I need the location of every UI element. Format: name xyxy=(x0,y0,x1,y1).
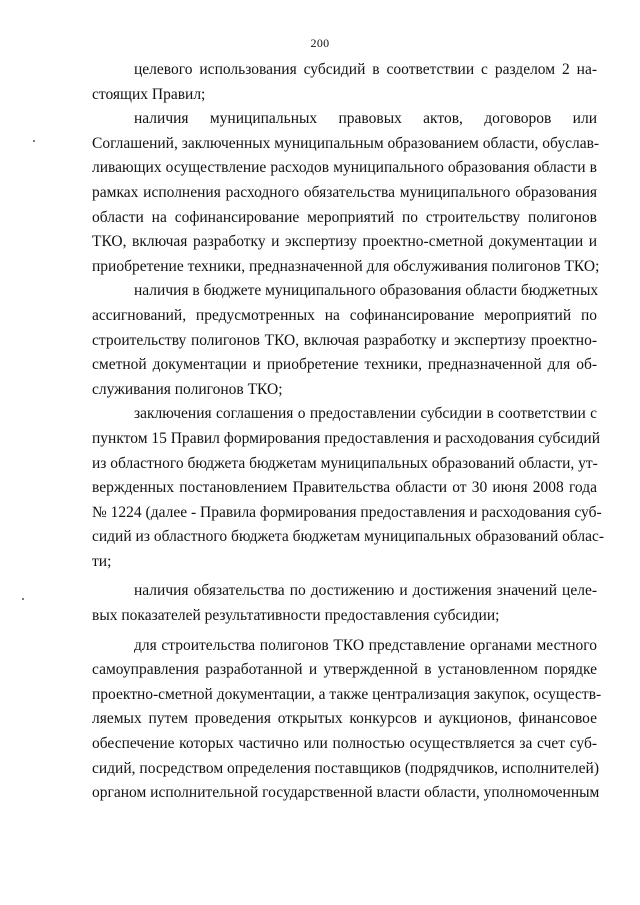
text-line: строительству полигонов ТКО, включая разработку и экспертизу проектно- xyxy=(92,331,597,349)
paragraph xyxy=(92,279,597,402)
text-line: области на софинансирование мероприятий по строительству полигонов xyxy=(92,208,597,226)
text-line: ляемых путем проведения открытых конкурсов и аукционов, финансовое xyxy=(92,710,597,728)
text-line: вержденных постановлением Правительства области от 30 июня 2008 года xyxy=(92,479,597,497)
text-line: рамках исполнения расходного обязательства муниципального образования xyxy=(92,183,597,201)
text-line: самоуправления разработанной и утвержденной в установленном порядке xyxy=(92,661,597,679)
text-line: пунктом 15 Правил формирования предоставления и расходования субсидий xyxy=(92,429,601,447)
text-line: проектно-сметной документации, а также централизация закупок, осуществ- xyxy=(92,685,602,703)
text-line: ливающих осуществление расходов муниципального образования области в xyxy=(92,159,597,177)
text-line: служивания полигонов ТКО; xyxy=(92,380,283,398)
text-line: сметной документации и приобретение техники, предназначенной для об- xyxy=(92,356,597,374)
text-line: органом исполнительной государственной власти области, уполномоченным xyxy=(92,784,600,802)
scan-speck xyxy=(22,598,24,600)
text-line: наличия муниципальных правовых актов, договоров или xyxy=(134,110,597,128)
text-line: ти; xyxy=(92,552,112,570)
text-line: стоящих Правил; xyxy=(92,85,206,103)
text-line: из областного бюджета бюджетам муниципальных образований области, ут- xyxy=(92,454,598,472)
paragraph xyxy=(92,107,600,279)
paragraph xyxy=(92,579,597,628)
text-line: ассигнований, предусмотренных на софинансирование мероприятий по xyxy=(92,306,597,324)
paragraph xyxy=(92,402,605,574)
text-line: для строительства полигонов ТКО представление органами местного xyxy=(134,636,597,654)
text-line: наличия в бюджете муниципального образования области бюджетных xyxy=(134,282,599,300)
paragraph xyxy=(92,634,602,806)
text-line: № 1224 (далее - Правила формирования предоставления и расходования суб- xyxy=(92,503,602,521)
text-line: сидий, посредством определения поставщиков (подрядчиков, исполнителей) xyxy=(92,759,599,777)
scan-speck xyxy=(33,140,35,142)
text-line: сидий из областного бюджета бюджетам муниципальных образований облас- xyxy=(92,528,605,546)
document-body xyxy=(92,58,605,806)
paragraph xyxy=(92,58,597,107)
text-line: целевого использования субсидий в соответствии с разделом 2 на- xyxy=(134,61,597,78)
text-line: вых показателей результативности предоставления субсидии; xyxy=(92,607,500,625)
text-line: наличия обязательства по достижению и достижения значений целе- xyxy=(134,582,597,600)
text-line: ТКО, включая разработку и экспертизу проектно-сметной документации и xyxy=(92,233,597,251)
text-line: обеспечение которых частично или полностью осуществляется за счет суб- xyxy=(92,735,597,753)
text-line: Соглашений, заключенных муниципальным образованием области, обуслав- xyxy=(92,134,600,152)
page-number: 200 xyxy=(310,36,330,50)
text-line: приобретение техники, предназначенной для обслуживания полигонов ТКО; xyxy=(92,257,600,275)
text-line: заключения соглашения о предоставлении субсидии в соответствии с xyxy=(134,405,597,423)
